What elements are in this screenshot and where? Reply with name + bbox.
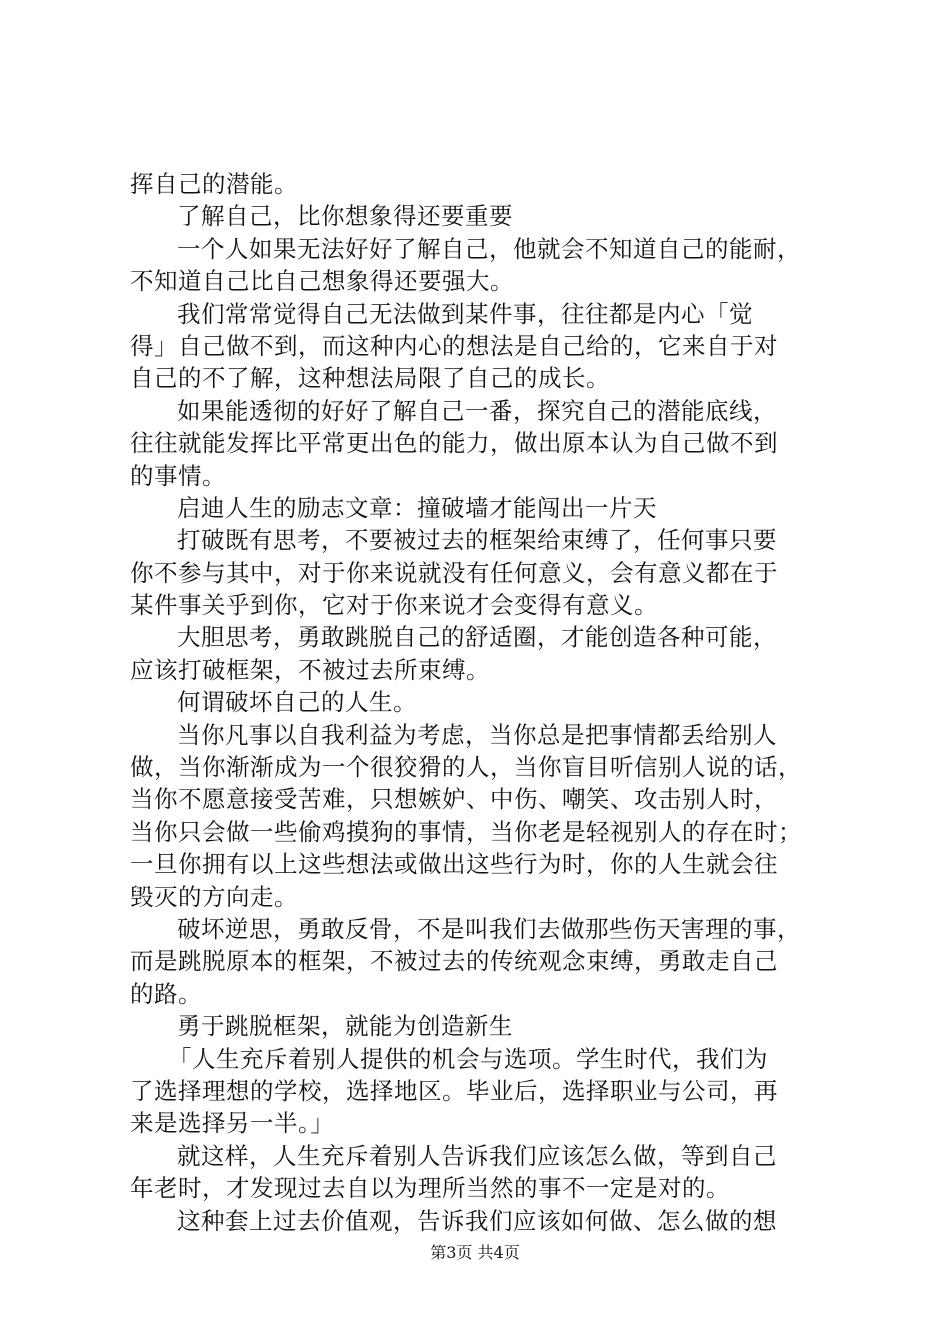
text-line: 启迪人生的励志文章：撞破墙才能闯出一片天: [177, 493, 657, 522]
text-line: 一旦你拥有以上这些想法或做出这些行为时，你的人生就会往: [130, 850, 778, 879]
page-number-footer: 第3页 共4页: [430, 1243, 520, 1262]
text-line: 何谓破坏自己的人生。: [177, 688, 417, 717]
text-line: 某件事关乎到你，它对于你来说才会变得有意义。: [130, 591, 658, 620]
text-line: 一个人如果无法好好了解自己，他就会不知道自己的能耐，: [177, 234, 801, 263]
text-line: 了解自己，比你想象得还要重要: [177, 202, 513, 231]
text-line: 我们常常觉得自己无法做到某件事，往往都是内心「觉: [177, 299, 753, 328]
text-line: 年老时，才发现过去自以为理所当然的事不一定是对的。: [130, 1174, 730, 1203]
text-line: 得」自己做不到，而这种内心的想法是自己给的，它来自于对: [130, 331, 778, 360]
text-line: 你不参与其中，对于你来说就没有任何意义，会有意义都在于: [130, 558, 778, 587]
text-line: 做，当你渐渐成为一个很狡猾的人，当你盲目听信别人说的话，: [130, 753, 802, 782]
text-line: 当你只会做一些偷鸡摸狗的事情，当你老是轻视别人的存在时；: [130, 817, 802, 846]
text-line: 当你凡事以自我利益为考虑，当你总是把事情都丢给别人: [177, 720, 777, 749]
text-line: 勇于跳脱框架，就能为创造新生: [177, 1012, 513, 1041]
text-line: 打破既有思考，不要被过去的框架给束缚了，任何事只要: [177, 526, 777, 555]
text-line: 的事情。: [130, 461, 226, 490]
text-line: 这种套上过去价值观，告诉我们应该如何做、怎么做的想: [177, 1206, 777, 1235]
text-line: 的路。: [130, 979, 202, 1008]
text-line: 就这样，人生充斥着别人告诉我们应该怎么做，等到自己: [177, 1141, 777, 1170]
text-line: 往往就能发挥比平常更出色的能力，做出原本认为自己做不到: [130, 429, 778, 458]
text-line: 大胆思考，勇敢跳脱自己的舒适圈，才能创造各种可能，: [177, 623, 777, 652]
text-line: 应该打破框架，不被过去所束缚。: [130, 655, 490, 684]
document-body: [130, 168, 830, 1237]
text-line: 毁灭的方向走。: [130, 882, 298, 911]
text-line: 而是跳脱原本的框架，不被过去的传统观念束缚，勇敢走自己: [130, 947, 778, 976]
text-line: 「人生充斥着别人提供的机会与选项。学生时代，我们为: [168, 1044, 768, 1073]
text-line: 不知道自己比自己想象得还要强大。: [130, 267, 514, 296]
text-line: 了选择理想的学校，选择地区。毕业后，选择职业与公司，再: [130, 1076, 778, 1105]
text-line: 如果能透彻的好好了解自己一番，探究自己的潜能底线，: [177, 396, 777, 425]
text-line: 挥自己的潜能。: [130, 170, 298, 198]
text-line: 当你不愿意接受苦难，只想嫉妒、中伤、嘲笑、攻击别人时，: [130, 785, 778, 814]
text-line: 自己的不了解，这种想法局限了自己的成长。: [130, 364, 610, 393]
text-line: 破坏逆思，勇敢反骨，不是叫我们去做那些伤天害理的事，: [177, 914, 801, 943]
text-line: 来是选择另一半。」: [130, 1109, 335, 1138]
